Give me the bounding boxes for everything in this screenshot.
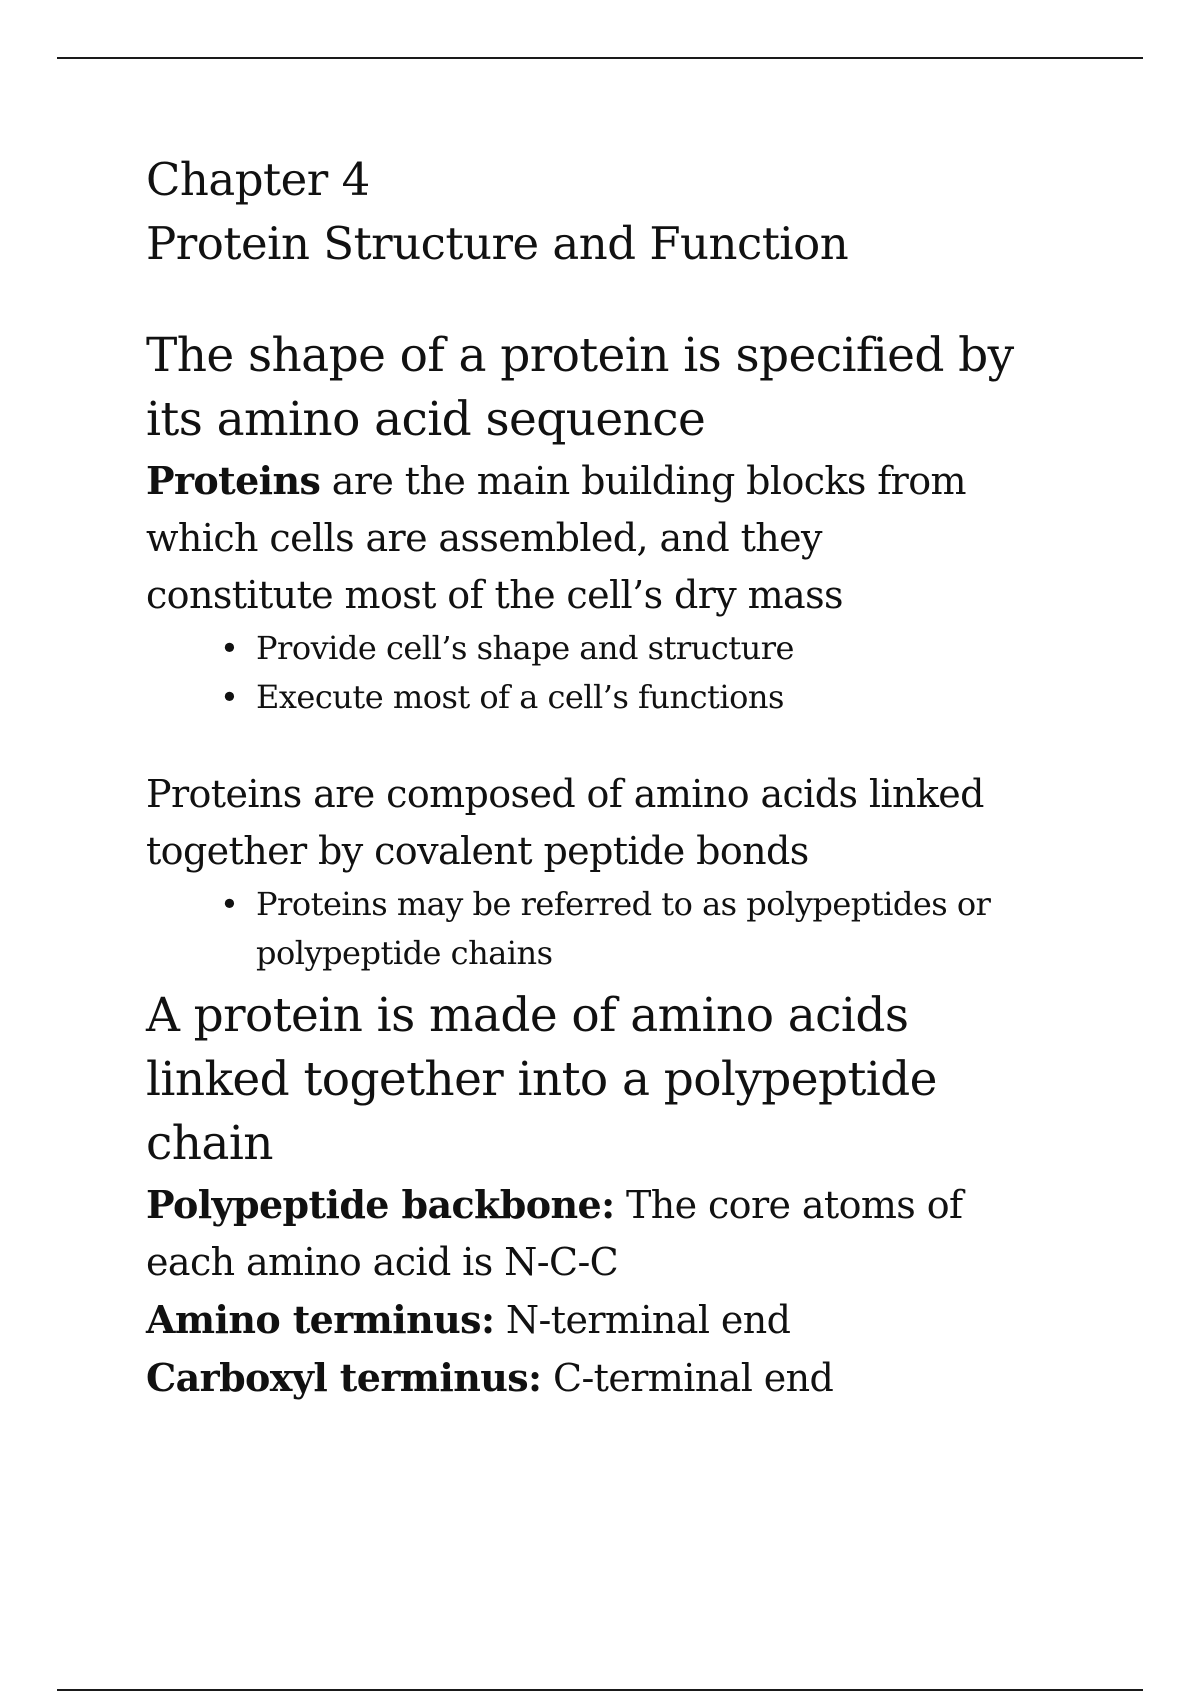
section-heading: linked together into a polypeptide [146,1052,937,1107]
definition-text: C-terminal end [541,1356,834,1400]
section-heading: A protein is made of amino acids [146,988,909,1043]
definition-text: The core atoms of [614,1183,963,1227]
definition-paragraph [146,1291,1146,1349]
definition-paragraph [146,452,1146,510]
section-heading: The shape of a protein is specified by [146,328,1014,383]
definition-term: Polypeptide backbone: [146,1182,615,1227]
list-item: • Proteins may be referred to as polypeptides or polypeptide chains [256,880,1066,978]
definition-term: Carboxyl terminus: [146,1355,542,1400]
bullet-list [146,624,1146,722]
page-content [146,148,1146,1407]
spacer [146,722,1146,766]
definition-text: N-terminal end [494,1298,791,1342]
definition-paragraph-line: constitute most of the cell’s dry mass [146,573,843,617]
definition-term: Amino terminus: [146,1297,495,1342]
chapter-label: Chapter 4 [146,153,370,206]
bottom-rule [57,1689,1143,1691]
definition-paragraph-line: which cells are assembled, and they [146,516,822,560]
definition-paragraph-line: each amino acid is N-C-C [146,1240,619,1284]
top-rule [57,57,1143,59]
definition-paragraph [146,1349,1146,1407]
list-item: • Provide cell’s shape and structure [256,624,1146,673]
chapter-title: Protein Structure and Function [146,217,849,270]
definition-paragraph [146,1176,1146,1234]
definition-term: Proteins [146,458,321,503]
list-item: • Execute most of a cell’s functions [256,673,1146,722]
spacer [146,276,1146,324]
definition-text: are the main building blocks from [320,459,966,503]
paragraph: Proteins are composed of amino acids linked [146,772,984,816]
bullet-list [146,880,1146,978]
paragraph: together by covalent peptide bonds [146,829,809,873]
section-heading: its amino acid sequence [146,392,706,447]
section-heading: chain [146,1116,273,1171]
